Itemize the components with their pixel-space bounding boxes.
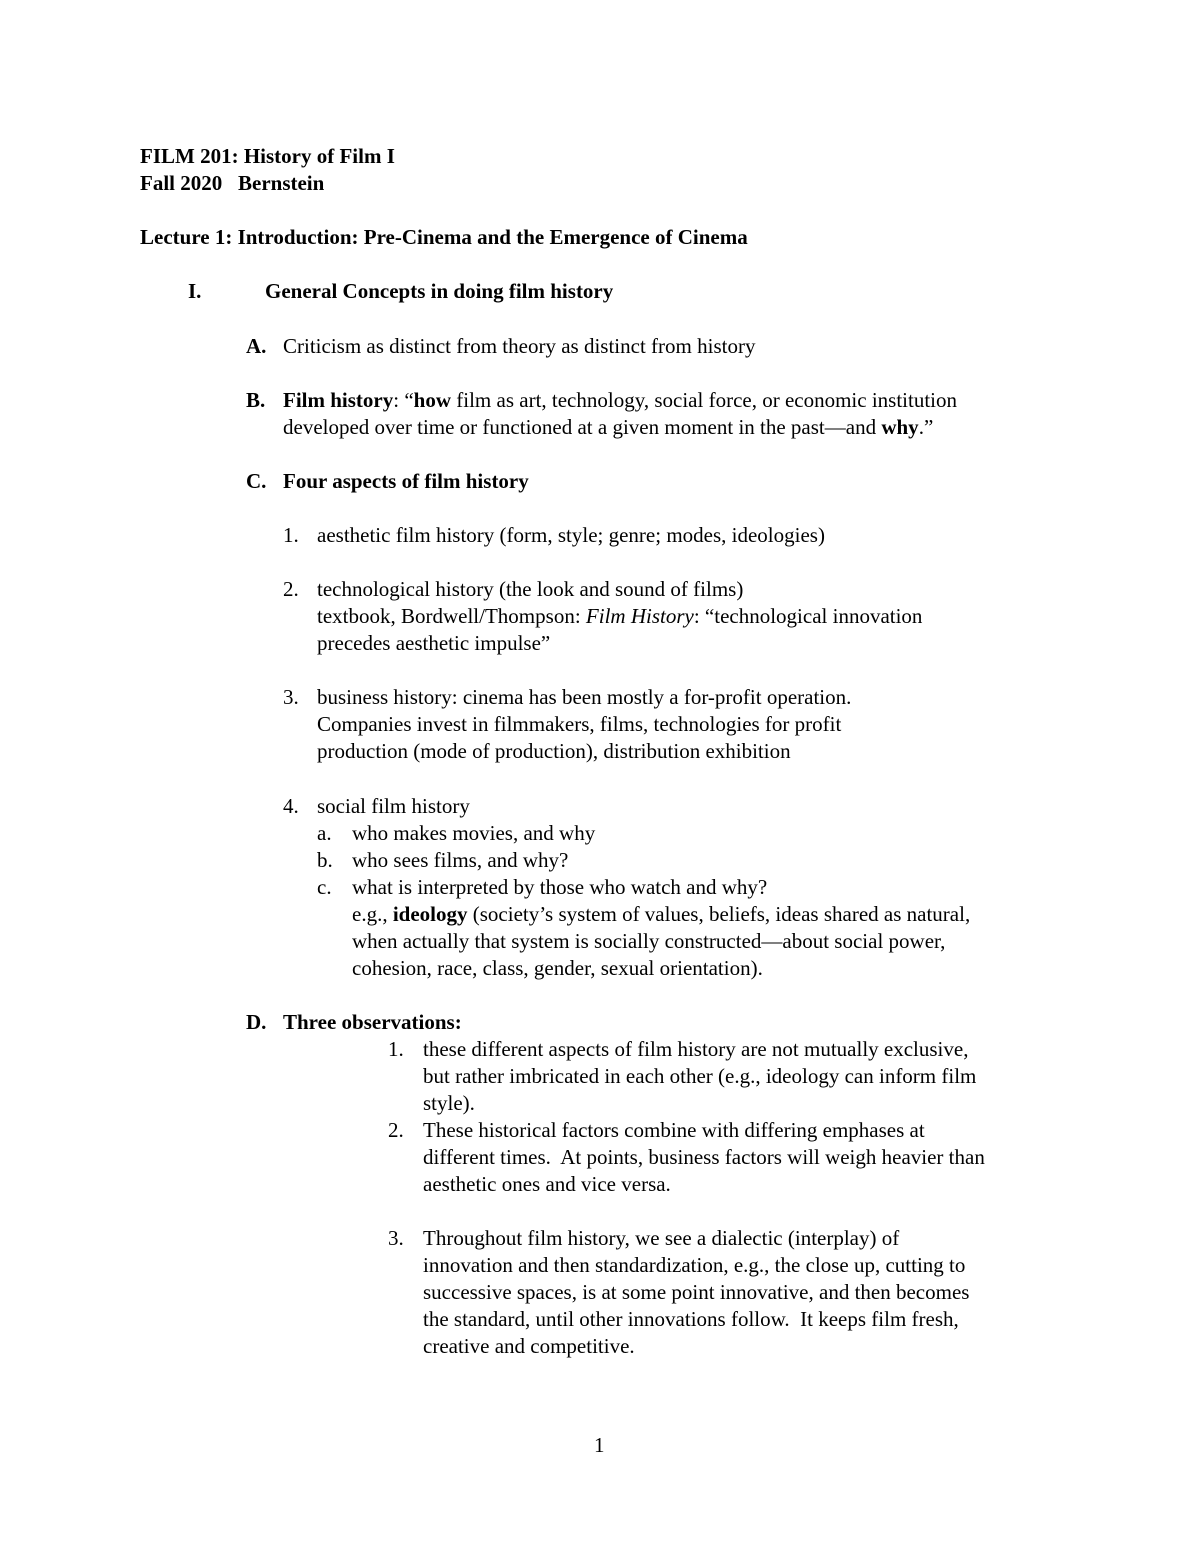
section-title: General Concepts in doing film history	[265, 279, 614, 303]
d-item3-number: 3.	[388, 1226, 404, 1250]
term-film-history: Film history	[283, 388, 394, 412]
c-item2-line3: precedes aesthetic impulse”	[317, 631, 551, 655]
quote-open: : “	[393, 388, 414, 412]
d-item2-number: 2.	[388, 1118, 404, 1142]
course-title: FILM 201: History of Film I	[140, 144, 395, 168]
term-ideology: ideology	[392, 902, 468, 926]
d-item1-line3: style).	[423, 1091, 475, 1115]
c-item2-line2	[317, 603, 922, 630]
lecture-title: Lecture 1: Introduction: Pre-Cinema and the Emergence of Cinema	[140, 225, 748, 249]
item-b-line1	[283, 387, 957, 414]
c-item2-line2-pre: textbook, Bordwell/Thompson:	[317, 604, 586, 628]
c-item4-number: 4.	[283, 794, 299, 818]
item-b-line2	[283, 414, 933, 441]
quote-close: .”	[918, 415, 934, 439]
d-item2-line1: These historical factors combine with differing emphases at	[423, 1118, 925, 1142]
book-title: Film History	[585, 604, 694, 628]
d-item3-line5: creative and competitive.	[423, 1334, 635, 1358]
c-item3-number: 3.	[283, 685, 299, 709]
item-letter-c: C.	[246, 469, 267, 493]
c-item4-c-line2: when actually that system is socially constructed—about social power,	[352, 929, 946, 953]
c-item4-line1: social film history	[317, 794, 470, 818]
c-item4-a-letter: a.	[317, 821, 332, 845]
term-how: how	[413, 388, 452, 412]
item-c-title: Four aspects of film history	[283, 469, 529, 493]
item-d-title: Three observations:	[283, 1010, 462, 1034]
item-letter-d: D.	[246, 1010, 267, 1034]
d-item1-number: 1.	[388, 1037, 404, 1061]
d-item2-line3: aesthetic ones and vice versa.	[423, 1172, 671, 1196]
term-why: why	[881, 415, 919, 439]
item-b-line1-rest: film as art, technology, social force, or economic institution	[451, 388, 958, 412]
item-a-text: Criticism as distinct from theory as distinct from history	[283, 334, 756, 358]
page-number: 1	[594, 1433, 605, 1457]
d-item3-line4: the standard, until other innovations follow. It keeps film fresh,	[423, 1307, 959, 1331]
c-item4-b-text: who sees films, and why?	[352, 848, 569, 872]
c-item4-c-letter: c.	[317, 875, 332, 899]
section-number: I.	[188, 279, 202, 303]
item-letter-a: A.	[246, 334, 267, 358]
c-item4-b-letter: b.	[317, 848, 333, 872]
c-item1-number: 1.	[283, 523, 299, 547]
term-instructor: Fall 2020 Bernstein	[140, 171, 325, 195]
c-item2-line2-post: : “technological innovation	[693, 604, 923, 628]
d-item3-line3: successive spaces, is at some point innovative, and then becomes	[423, 1280, 970, 1304]
d-item1-line2: but rather imbricated in each other (e.g., ideology can inform film	[423, 1064, 977, 1088]
c-item3-line3: production (mode of production), distribution exhibition	[317, 739, 791, 763]
c-item2-number: 2.	[283, 577, 299, 601]
c-item4-a-text: who makes movies, and why	[352, 821, 596, 845]
item-b-line2-text: developed over time or functioned at a given moment in the past—and	[283, 415, 882, 439]
eg-post: (society’s system of values, beliefs, ideas shared as natural,	[467, 902, 971, 926]
c-item3-line1: business history: cinema has been mostly a for-profit operation.	[317, 685, 852, 709]
c-item2-line1: technological history (the look and sound of films)	[317, 577, 744, 601]
c-item1-text: aesthetic film history (form, style; genre; modes, ideologies)	[317, 523, 825, 547]
c-item3-line2: Companies invest in filmmakers, films, technologies for profit	[317, 712, 842, 736]
d-item3-line2: innovation and then standardization, e.g., the close up, cutting to	[423, 1253, 966, 1277]
d-item1-line1: these different aspects of film history are not mutually exclusive,	[423, 1037, 969, 1061]
eg-prefix: e.g.,	[352, 902, 393, 926]
d-item3-line1: Throughout film history, we see a dialectic (interplay) of	[423, 1226, 900, 1250]
c-item4-c-text: what is interpreted by those who watch and why?	[352, 875, 768, 899]
item-letter-b: B.	[246, 388, 266, 412]
c-item4-c-eg	[352, 901, 970, 928]
c-item4-c-line3: cohesion, race, class, gender, sexual orientation).	[352, 956, 763, 980]
d-item2-line2: different times. At points, business factors will weigh heavier than	[423, 1145, 985, 1169]
